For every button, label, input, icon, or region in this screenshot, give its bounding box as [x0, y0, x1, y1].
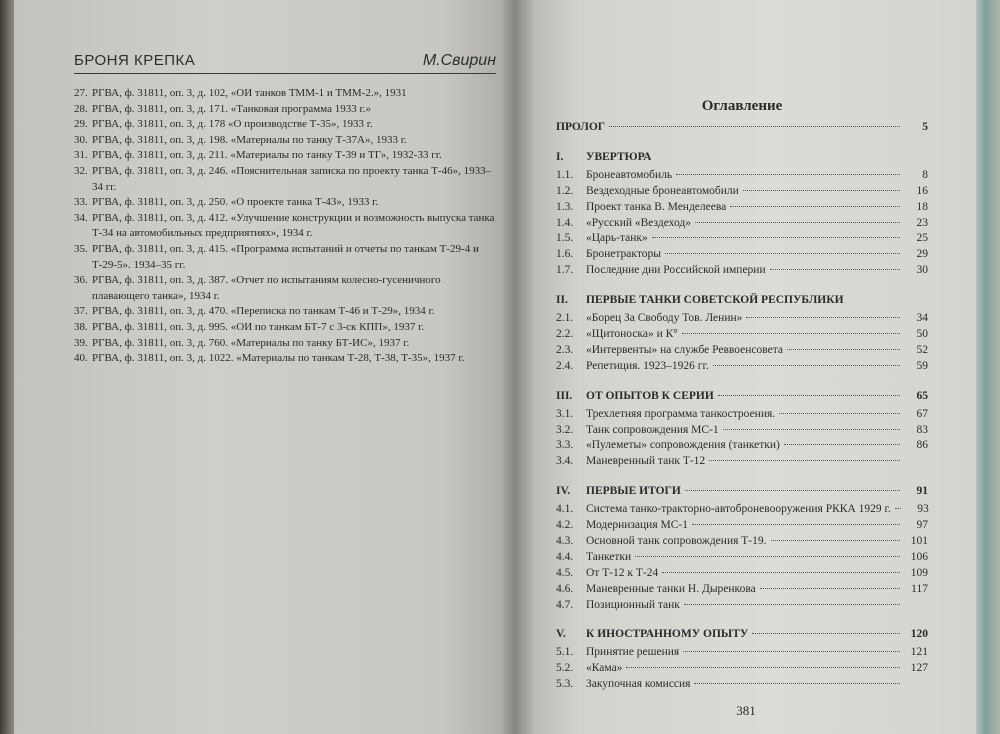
reference-text: РГВА, ф. 31811, оп. 3, д. 211. «Материалы по танку Т-39 и ТГ», 1932-33 гг.	[92, 149, 442, 162]
toc-item-title: Последние дни Российской империи	[586, 264, 766, 277]
leader-dots	[730, 206, 900, 207]
toc-item	[556, 327, 928, 343]
leader-dots	[652, 237, 900, 238]
toc-item	[556, 598, 928, 614]
toc-item-number: 2.3.	[556, 343, 574, 356]
leader-dots	[895, 508, 901, 509]
toc-item	[556, 200, 928, 216]
leader-dots	[787, 349, 900, 350]
toc-item	[556, 438, 928, 454]
reference-text: РГВА, ф. 31811, оп. 3, д. 415. «Программа испытаний и отчеты по танкам Т-29-4 и Т-29-5». 1934–35 гг.	[92, 242, 479, 271]
toc-item-page: 16	[916, 184, 928, 197]
leader-dots	[770, 269, 900, 270]
chapter-number: III.	[556, 389, 573, 402]
reference-text: РГВА, ф. 31811, оп. 3, д. 760. «Материалы по танку БТ-ИС», 1937 г.	[92, 336, 410, 349]
reference-number: 29.	[74, 118, 88, 131]
toc-item-number: 5.1.	[556, 646, 574, 659]
toc-chapter	[556, 389, 928, 405]
reference-number: 36.	[74, 274, 88, 287]
toc-item-page: 106	[910, 550, 928, 563]
toc-prolog	[556, 120, 928, 136]
reference-number: 34.	[74, 211, 88, 224]
reference-item	[74, 86, 496, 102]
toc-item-title: «Щитоноска» и К°	[586, 327, 678, 340]
chapter-title: ПЕРВЫЕ ТАНКИ СОВЕТСКОЙ РЕСПУБЛИКИ	[586, 294, 844, 307]
reference-number: 40.	[74, 352, 88, 365]
toc-item-page: 97	[916, 519, 928, 532]
toc-title: Оглавление	[701, 98, 783, 114]
leader-dots	[635, 556, 900, 557]
prolog-label: ПРОЛОГ	[556, 121, 606, 133]
chapter-number: I.	[556, 150, 564, 163]
reference-item	[74, 164, 496, 195]
leader-dots	[609, 126, 900, 127]
reference-text: РГВА, ф. 31811, оп. 3, д. 250. «О проекте танка Т-43», 1933 г.	[92, 196, 379, 209]
running-author: М.Свирин	[422, 52, 496, 69]
toc-item-page: 101	[910, 534, 928, 547]
reference-text: РГВА, ф. 31811, оп. 3, д. 470. «Переписка по танкам Т-46 и Т-29», 1934 г.	[92, 305, 435, 318]
leader-dots	[743, 190, 900, 191]
toc-item-number: 4.7.	[556, 598, 574, 611]
toc-item-title: «Пулеметы» сопровождения (танкетки)	[586, 439, 780, 452]
toc-item-number: 4.5.	[556, 566, 574, 579]
leader-dots	[771, 540, 901, 541]
toc-item-page: 23	[916, 216, 928, 229]
leader-dots	[784, 444, 900, 445]
toc-item	[556, 168, 928, 184]
reference-item	[74, 336, 496, 352]
chapter-number: II.	[556, 294, 568, 307]
reference-number: 38.	[74, 320, 88, 333]
toc-item	[556, 518, 928, 534]
toc-item-title: Принятие решения	[586, 646, 680, 659]
toc-item-page: 34	[916, 312, 928, 325]
reference-text: РГВА, ф. 31811, оп. 3, д. 178 «О производстве Т-35», 1933 г.	[92, 118, 373, 131]
toc-item-title: Маневренный танк Т-12	[586, 455, 706, 468]
toc-item	[556, 550, 928, 566]
leader-dots	[684, 604, 900, 605]
toc-item-title: «Русский «Вездеход»	[586, 216, 692, 229]
reference-number: 30.	[74, 133, 88, 146]
leader-dots	[695, 222, 900, 223]
toc-item-page: 29	[916, 248, 928, 261]
toc-item	[556, 263, 928, 279]
reference-item	[74, 273, 496, 304]
toc-chapter	[556, 293, 928, 309]
reference-text: РГВА, ф. 31811, оп. 3, д. 171. «Танковая программа 1933 г.»	[92, 102, 372, 115]
prolog-page: 5	[922, 121, 928, 133]
chapter-number: V.	[556, 628, 566, 641]
chapter-title: ПЕРВЫЕ ИТОГИ	[586, 485, 681, 498]
toc-item-page: 117	[911, 582, 928, 595]
toc-item-title: От Т-12 к Т-24	[586, 566, 659, 579]
reference-number: 37.	[74, 305, 88, 318]
toc-item-number: 4.6.	[556, 582, 574, 595]
reference-item	[74, 211, 496, 242]
leader-dots	[665, 253, 900, 254]
toc-chapter	[556, 627, 928, 643]
leader-dots	[723, 429, 900, 430]
reference-text: РГВА, ф. 31811, оп. 3, д. 387. «Отчет по испытаниям колесно-гусеничного плавающего танка», 1934 г.	[92, 274, 441, 302]
leader-dots	[746, 317, 900, 318]
toc-item-number: 4.3.	[556, 534, 574, 547]
toc-item-number: 1.2.	[556, 184, 574, 197]
leader-dots	[718, 395, 900, 396]
toc-item	[556, 231, 928, 247]
reference-item	[74, 195, 496, 211]
chapter-title: ОТ ОПЫТОВ К СЕРИИ	[586, 389, 714, 402]
toc-item-title: Позиционный танк	[586, 598, 680, 611]
reference-number: 31.	[74, 149, 88, 162]
toc-item-page: 30	[916, 264, 928, 277]
running-title: БРОНЯ КРЕПКА	[74, 52, 196, 69]
leader-dots	[692, 524, 900, 525]
toc-body	[556, 150, 928, 693]
toc-item-title: Проект танка В. Менделеева	[586, 200, 727, 213]
reference-item	[74, 117, 496, 133]
reference-text: РГВА, ф. 31811, оп. 3, д. 412. «Улучшение конструкции и возможность выпуска танка Т-34 на автомобильных предприятиях», 1934 г.	[92, 211, 495, 240]
reference-text: РГВА, ф. 31811, оп. 3, д. 198. «Материалы по танку Т-37А», 1933 г.	[92, 133, 407, 146]
reference-list	[74, 86, 496, 367]
toc-item-number: 4.1.	[556, 503, 574, 516]
toc-chapter	[556, 484, 928, 500]
toc-item	[556, 216, 928, 232]
reference-item	[74, 148, 496, 164]
toc-item	[556, 454, 928, 470]
toc-chapter	[556, 150, 928, 166]
toc-item-number: 5.2.	[556, 662, 574, 675]
page-number: 381	[736, 703, 756, 718]
leader-dots	[752, 633, 900, 634]
toc-item-page: 121	[910, 646, 928, 659]
toc-item-title: Система танко-тракторно-автоброневооружения РККА 1929 г.	[586, 503, 891, 516]
toc-item	[556, 661, 928, 677]
toc-item	[556, 677, 928, 693]
reference-number: 28.	[74, 102, 88, 115]
toc-item-title: «Интервенты» на службе Реввоенсовета	[586, 343, 784, 356]
toc-item-page: 52	[916, 343, 928, 356]
running-header	[74, 52, 496, 74]
leader-dots	[682, 333, 900, 334]
toc-item-page: 59	[916, 359, 928, 372]
toc-item	[556, 582, 928, 598]
toc-item-number: 2.1.	[556, 312, 574, 325]
toc-item-number: 5.3.	[556, 678, 574, 691]
toc-item-title: Танк сопровождения МС-1	[586, 423, 719, 436]
book-gutter	[500, 0, 536, 734]
leader-dots	[709, 460, 900, 461]
toc-item	[556, 343, 928, 359]
toc-item-title: Бронетракторы	[586, 248, 661, 261]
toc-item-title: Закупочная комиссия	[586, 678, 691, 691]
reference-item	[74, 351, 496, 367]
toc-item	[556, 311, 928, 327]
reference-text: РГВА, ф. 31811, оп. 3, д. 1022. «Материалы по танкам Т-28, Т-38, Т-35», 1937 г.	[92, 352, 465, 365]
toc-item	[556, 566, 928, 582]
toc-item-title: «Борец За Свободу Тов. Ленин»	[586, 312, 743, 325]
toc-item-number: 1.3.	[556, 200, 574, 213]
right-page	[516, 0, 976, 734]
toc-item-number: 2.4.	[556, 359, 574, 372]
chapter-number: IV.	[556, 485, 571, 498]
toc-item-title: Бронеавтомобиль	[586, 168, 673, 181]
toc-item-number: 1.1.	[556, 168, 574, 181]
toc-item-title: Маневренные танки Н. Дыренкова	[586, 582, 756, 595]
toc-item-title: Танкетки	[586, 550, 632, 563]
toc-item-page: 127	[910, 662, 928, 675]
reference-number: 32.	[74, 164, 88, 177]
reference-item	[74, 102, 496, 118]
toc-item-title: Репетиция. 1923–1926 гг.	[586, 359, 709, 372]
reference-text: РГВА, ф. 31811, оп. 3, д. 246. «Пояснительная записка по проекту танка Т-46», 1933–34 гг.	[92, 164, 492, 193]
toc-item-page: 86	[916, 439, 928, 452]
toc-item-number: 1.7.	[556, 264, 574, 277]
reference-number: 39.	[74, 336, 88, 349]
reference-text: РГВА, ф. 31811, оп. 3, д. 102, «ОИ танков ТММ-1 и ТММ-2.», 1931	[92, 87, 407, 99]
reference-item	[74, 133, 496, 149]
reference-number: 33.	[74, 196, 88, 209]
toc-item-number: 3.1.	[556, 407, 574, 420]
reference-number: 35.	[74, 242, 88, 255]
chapter-page: 65	[916, 389, 928, 402]
toc-item-number: 2.2.	[556, 327, 574, 340]
reference-text: РГВА, ф. 31811, оп. 3, д. 995. «ОИ по танкам БТ-7 с 3-ск КПП», 1937 г.	[92, 320, 425, 333]
toc-item-title: Модернизация МС-1	[586, 519, 688, 532]
toc-item-title: «Царь-танк»	[586, 232, 648, 245]
chapter-page: 120	[910, 628, 928, 641]
leader-dots	[694, 683, 900, 684]
leader-dots	[626, 667, 900, 668]
toc-item	[556, 645, 928, 661]
toc-item-page: 18	[916, 200, 928, 213]
left-page	[14, 0, 516, 734]
toc-item	[556, 184, 928, 200]
leader-dots	[779, 413, 900, 414]
toc-item-title: Вездеходные бронеавтомобили	[586, 184, 739, 197]
toc-item-page: 83	[916, 423, 928, 436]
leader-dots	[685, 490, 900, 491]
toc-item-page: 8	[922, 168, 928, 181]
reference-item	[74, 304, 496, 320]
leader-dots	[713, 365, 900, 366]
toc-item-number: 1.6.	[556, 248, 574, 261]
toc-item	[556, 247, 928, 263]
toc-item-number: 1.5.	[556, 232, 574, 245]
chapter-title: К ИНОСТРАННОМУ ОПЫТУ	[586, 628, 749, 641]
toc-item-number: 3.2.	[556, 423, 574, 436]
chapter-page: 91	[916, 485, 928, 498]
reference-item	[74, 320, 496, 336]
toc-item-title: Трехлетняя программа танкостроения.	[586, 407, 776, 420]
toc-item-page: 25	[916, 232, 928, 245]
leader-dots	[662, 572, 900, 573]
toc-item-title: «Кама»	[586, 662, 623, 675]
toc-item	[556, 502, 928, 518]
leader-dots	[760, 588, 900, 589]
toc-item-number: 4.4.	[556, 550, 574, 563]
toc-item	[556, 407, 928, 423]
toc-item-number: 3.4.	[556, 455, 574, 468]
chapter-title: УВЕРТЮРА	[586, 150, 652, 163]
toc-item-number: 1.4.	[556, 216, 574, 229]
reference-number: 27.	[74, 87, 88, 99]
reference-item	[74, 242, 496, 273]
toc-item-number: 4.2.	[556, 519, 574, 532]
toc-item-title: Основной танк сопровождения Т-19.	[586, 534, 767, 547]
toc-item-page: 67	[916, 407, 928, 420]
leader-dots	[676, 174, 900, 175]
toc-item	[556, 534, 928, 550]
toc-item-page: 93	[917, 503, 929, 516]
toc-item	[556, 359, 928, 375]
toc-item-page: 50	[916, 327, 928, 340]
toc-item	[556, 423, 928, 439]
toc-item-page: 109	[910, 566, 928, 579]
leader-dots	[683, 651, 900, 652]
toc-item-number: 3.3.	[556, 439, 574, 452]
